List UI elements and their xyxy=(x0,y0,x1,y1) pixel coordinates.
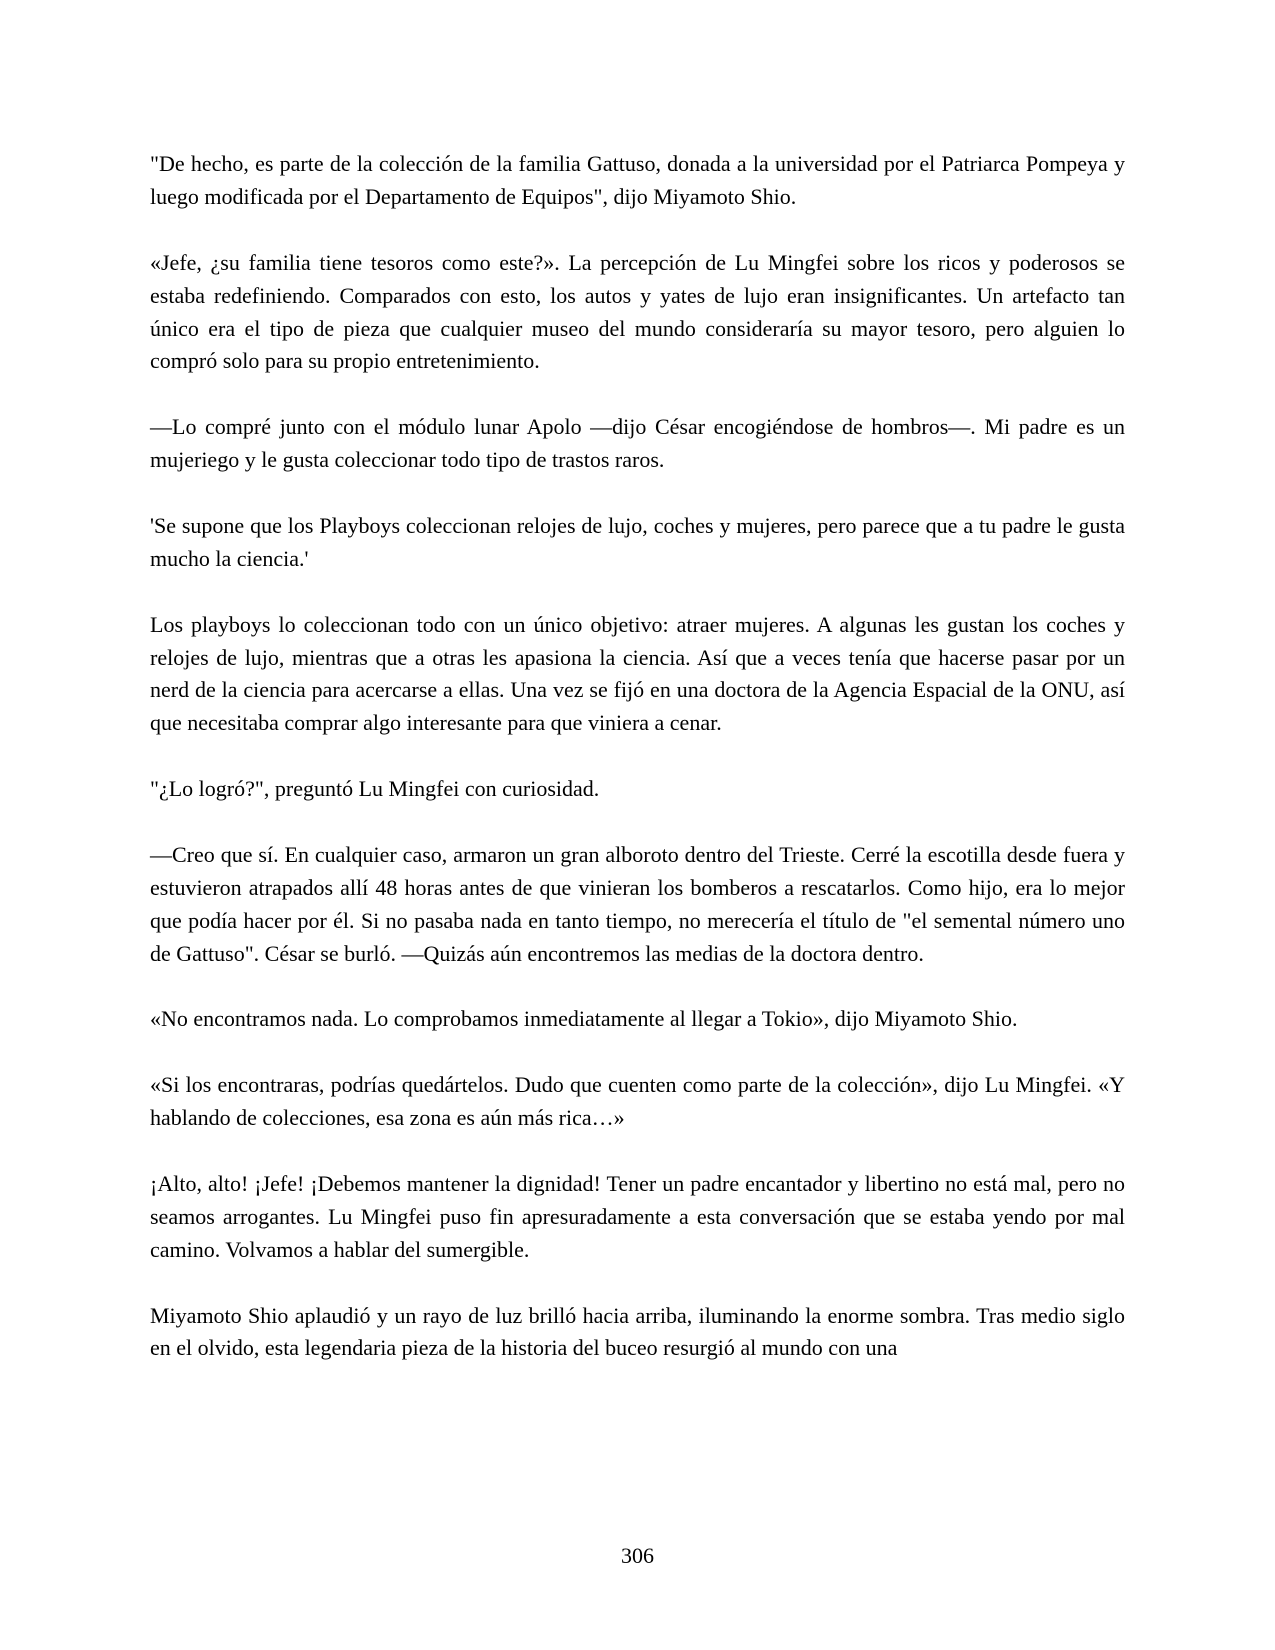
paragraph: «Si los encontraras, podrías quedártelos. Dudo que cuenten como parte de la colección», dijo Lu Mingfei. «Y hablando de colecciones, esa zona es aún más rica…» xyxy=(150,1072,1125,1131)
paragraph: Los playboys lo coleccionan todo con un único objetivo: atraer mujeres. A algunas les gustan los coches y relojes de lujo, mientras que a otras les apasiona la ciencia. Así que a veces tenía que hacerse pasar por un nerd de la ciencia para acercarse a ellas. Una vez se fijó en una doctora de la Agencia Espacial de la ONU, así que necesitaba comprar algo interesante para que viniera a cenar. xyxy=(150,611,1125,736)
paragraph: "De hecho, es parte de la colección de la familia Gattuso, donada a la universidad por el Patriarca Pompeya y luego modificada por el Departamento de Equipos", dijo Miyamoto Shio. xyxy=(150,151,1125,209)
page-number: 306 xyxy=(621,1543,654,1568)
paragraph: Miyamoto Shio aplaudió y un rayo de luz brilló hacia arriba, iluminando la enorme sombra. Tras medio siglo en el olvido, esta legendaria pieza de la historia del buceo resurgió al mundo con una xyxy=(150,1302,1125,1361)
paragraph: «Jefe, ¿su familia tiene tesoros como este?». La percepción de Lu Mingfei sobre los ricos y poderosos se estaba redefiniendo. Comparados con esto, los autos y yates de lujo eran insignificantes. Un artefacto tan único era el tipo de pieza que cualquier museo del mundo consideraría su mayor tesoro, pero alguien lo compró solo para su propio entretenimiento. xyxy=(150,249,1125,374)
page-body xyxy=(150,148,1125,1365)
paragraph: 'Se supone que los Playboys coleccionan relojes de lujo, coches y mujeres, pero parece que a tu padre le gusta mucho la ciencia.' xyxy=(150,512,1125,571)
paragraph: —Creo que sí. En cualquier caso, armaron un gran alboroto dentro del Trieste. Cerré la escotilla desde fuera y estuvieron atrapados allí 48 horas antes de que vinieran los bomberos a rescatarlos. Como hijo, era lo mejor que podía hacer por él. Si no pasaba nada en tanto tiempo, no merecería el título de "el semental número uno de Gattuso". César se burló. —Quizás aún encontremos las medias de la doctora dentro. xyxy=(150,841,1125,966)
paragraph: "¿Lo logró?", preguntó Lu Mingfei con curiosidad. xyxy=(150,776,600,802)
paragraph: «No encontramos nada. Lo comprobamos inmediatamente al llegar a Tokio», dijo Miyamoto Shio. xyxy=(150,1006,1018,1032)
paragraph: ¡Alto, alto! ¡Jefe! ¡Debemos mantener la dignidad! Tener un padre encantador y libertino no está mal, pero no seamos arrogantes. Lu Mingfei puso fin apresuradamente a esta conversación que se estaba yendo por mal camino. Volvamos a hablar del sumergible. xyxy=(150,1170,1125,1262)
paragraph: —Lo compré junto con el módulo lunar Apolo —dijo César encogiéndose de hombros—. Mi padre es un mujeriego y le gusta coleccionar todo tipo de trastos raros. xyxy=(150,414,1125,473)
